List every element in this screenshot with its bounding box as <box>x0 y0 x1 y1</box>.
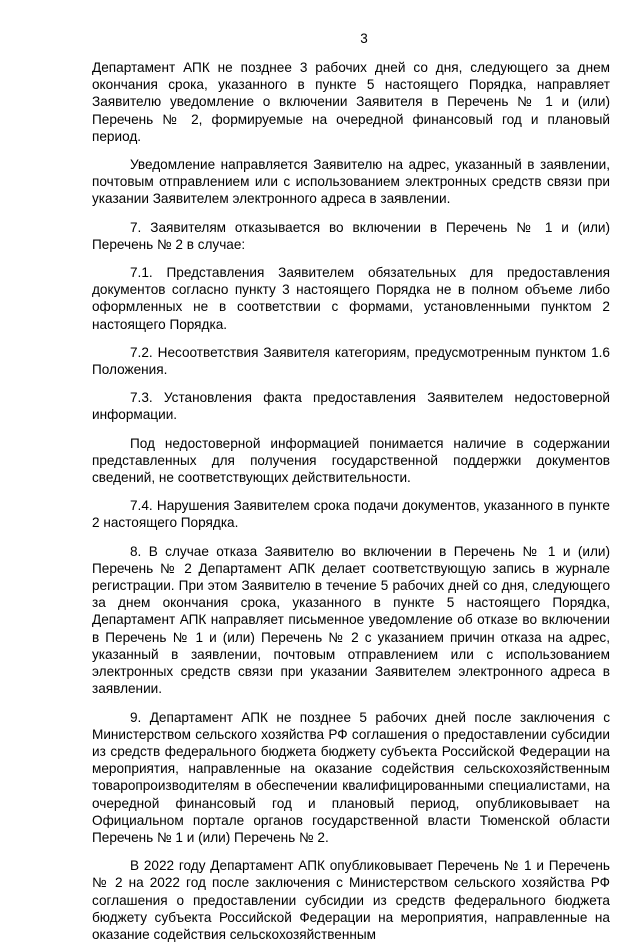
paragraph-11: В 2022 году Департамент АПК опубликовывает Перечень № 1 и Перечень № 2 на 2022 год после заключения с Министерством сельского хозяйства РФ соглашения о предоставлении субсидии из средств федерального бюджета бюджету субъекта Российской Федерации на мероприятия, направленные на оказание содействия сельскохозяйственным <box>92 858 610 942</box>
paragraph-3: 7. Заявителям отказывается во включении в Перечень № 1 и (или) Перечень № 2 в случае: <box>92 219 610 252</box>
paragraph-2: Уведомление направляется Заявителю на адрес, указанный в заявлении, почтовым отправлением или с использованием электронных средств связи при указании Заявителем электронного адреса в заявлении. <box>92 157 610 207</box>
paragraph-10: 9. Департамент АПК не позднее 5 рабочих дней после заключения с Министерством сельского хозяйства РФ соглашения о предоставлении субсидии из средств федерального бюджета бюджету субъекта Российской Федерации на мероприятия, направленные на оказание содействия сельскохозяйственным товаропроизводителям в обеспечении квалифицированными специалистами, на очередной финансовый год и плановый период, опубликовывает на Официальном портале органов государственной власти Тюменской области Перечень № 1 и (или) Перечень № 2. <box>92 709 610 845</box>
paragraph-1: Департамент АПК не позднее 3 рабочих дней со дня, следующего за днем окончания срока, указанного в пункте 5 настоящего Порядка, направляет Заявителю уведомление о включении Заявителя в Перечень № 1 и (или) Перечень № 2, формируемые на очередной финансовый год и плановый период. <box>92 60 610 144</box>
paragraph-7: Под недостоверной информацией понимается наличие в содержании представленных для получения государственной поддержки документов сведений, не соответствующих действительности. <box>92 435 610 486</box>
paragraph-8: 7.4. Нарушения Заявителем срока подачи документов, указанного в пункте 2 настоящего Порядка. <box>92 498 610 531</box>
paragraph-5: 7.2. Несоответствия Заявителя категориям, предусмотренным пунктом 1.6 Положения. <box>92 344 610 378</box>
paragraph-9: 8. В случае отказа Заявителю во включении в Перечень № 1 и (или) Перечень № 2 Департамент АПК делает соответствующую запись в журнале регистрации. При этом Заявителю в течение 5 рабочих дней со дня, следующего за днем окончания срока, указанного в пункте 5 настоящего Порядка, Департамент АПК направляет письменное уведомление об отказе во включении в Перечень № 1 и (или) Перечень № 2 с указанием причин отказа на адрес, указанный в заявлении, почтовым отправлением или с использованием электронных средств связи при указании Заявителем электронного адреса в заявлении. <box>92 543 610 697</box>
paragraph-6: 7.3. Установления факта предоставления Заявителем недостоверной информации. <box>92 390 610 423</box>
page-number: 3 <box>360 31 368 46</box>
paragraph-4: 7.1. Представления Заявителем обязательных для предоставления документов согласно пункту 3 настоящего Порядка не в полном объеме либо оформленных не в соответствии с формами, установленными пунктом 2 настоящего Порядка. <box>92 265 610 332</box>
